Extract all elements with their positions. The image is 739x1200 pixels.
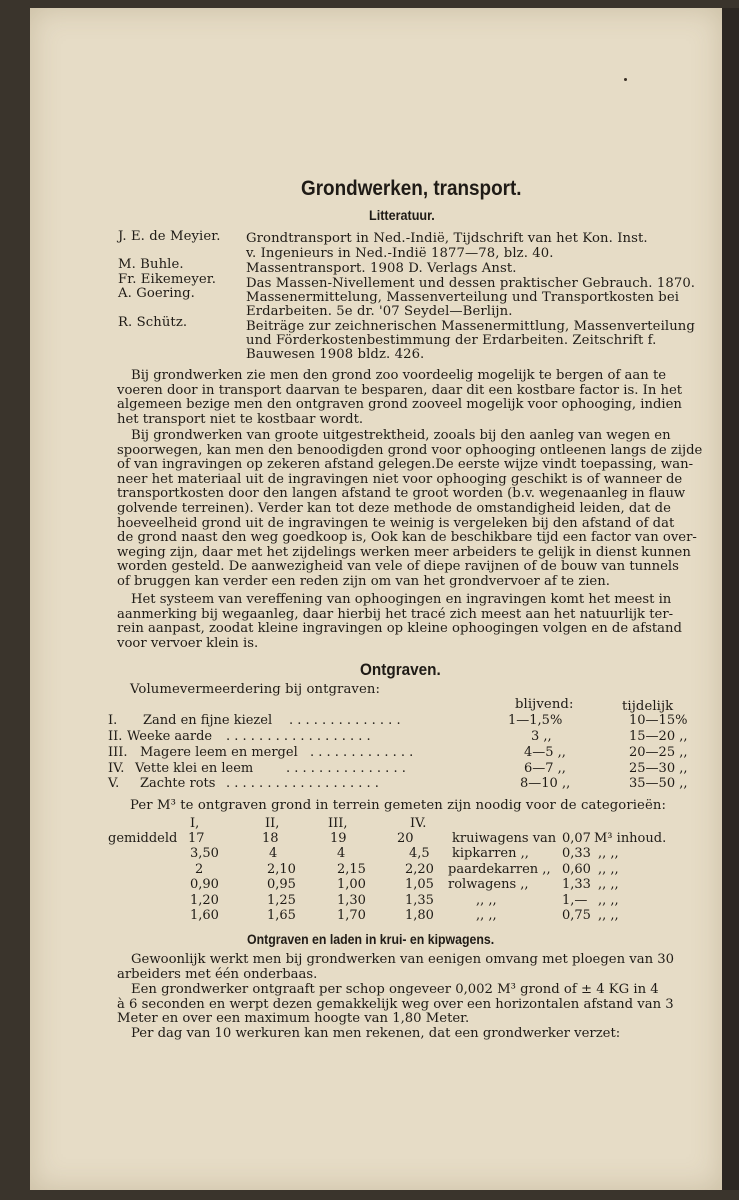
table-row [0, 893, 739, 909]
table-row [0, 846, 739, 862]
row-dots: . . . . . . . . . . . . . . . . . . [226, 729, 371, 744]
cell-i: 1,60 [190, 908, 219, 923]
cell-unit: ,, ,, [598, 877, 619, 892]
text-line: spoorwegen, kan men den benoodigden grond voor ophooging ontleenen langs de zijde [117, 442, 703, 458]
reference-text: Massentransport. 1908 D. Verlags Anst. [246, 261, 517, 276]
reference-text: v. Ingenieurs in Ned.-Indië 1877—78, blz. 40. [246, 246, 554, 261]
cell-iii: 1,70 [337, 908, 366, 923]
reference-text: Beiträge zur zeichnerischen Massenermittlung, Massenverteilung [246, 319, 695, 334]
reference-text: und Förderkostenbestimmung der Erdarbeiten. Zeitschrift f. [246, 333, 657, 348]
cell-iv: 2,20 [405, 862, 434, 877]
cell-value: 0,07 [562, 831, 591, 846]
row-num: I. [108, 713, 118, 728]
text-line: Het systeem van vereffening van ophoogingen en ingravingen komt het meest in [131, 592, 672, 607]
category-header: I, [190, 816, 200, 831]
text-line: golvende terreinen). Verder kan tot deze methode de omstandigheid leiden, dat de [117, 500, 671, 516]
reference-author: J. E. de Meyier. [118, 229, 221, 244]
category-header: IV. [410, 816, 427, 831]
cell-unit: ,, ,, [598, 908, 619, 923]
cell-value: 0,75 [562, 908, 591, 923]
text-line: aanmerking bij wegaanleg, daar hierbij het tracé zich meest aan het natuurlijk ter- [117, 606, 674, 622]
reference-author: Fr. Eikemeyer. [118, 272, 217, 287]
text-line: algemeen bezige men den ontgraven grond zooveel mogelijk voor ophooging, indien [117, 397, 682, 413]
cell-iii: 1,30 [337, 893, 366, 908]
cell-iv: 20 [397, 831, 414, 846]
cell-ii: 1,65 [267, 908, 296, 923]
table-row [0, 831, 739, 847]
row-dots: . . . . . . . . . . . . . . . [286, 761, 406, 776]
table-row [0, 776, 739, 792]
cell-ii: 18 [262, 831, 279, 846]
table-row [0, 729, 739, 745]
reference-text: Massenermittelung, Massenverteilung und Transportkosten bei [246, 290, 680, 305]
row-blijvend: 8—10 ,, [520, 776, 571, 791]
cell-ii: 2,10 [267, 862, 296, 877]
row-num: V. [108, 776, 120, 791]
cell-iv: 1,80 [405, 908, 434, 923]
row-dots: . . . . . . . . . . . . . [310, 745, 414, 760]
cell-ii: 1,25 [267, 893, 296, 908]
row-blijvend: 6—7 ,, [524, 761, 566, 776]
row-name: Weeke aarde [127, 729, 213, 744]
cell-unit: ,, ,, [598, 862, 619, 877]
row-tijdelijk: 25—30 ,, [629, 761, 688, 776]
cell-value: 0,33 [562, 846, 591, 861]
body-paragraph [117, 593, 697, 651]
text-line: Een grondwerker ontgraaft per schop ongeveer 0,002 M³ grond of ± 4 KG in 4 [131, 982, 659, 997]
body-paragraph [117, 953, 697, 982]
reference-text: Erdarbeiten. 5e dr. '07 Seydel—Berlijn. [246, 304, 513, 319]
row-tijdelijk: 10—15% [629, 713, 688, 728]
table-row [0, 745, 739, 761]
row-tijdelijk: 20—25 ,, [629, 745, 688, 760]
cell-unit: ,, ,, [598, 846, 619, 861]
cell-iii: 19 [330, 831, 347, 846]
body-paragraph [117, 369, 697, 427]
literature-heading: Litteratuur. [369, 207, 435, 223]
cell-iv: 1,35 [405, 893, 434, 908]
cell-tool: ,, ,, [476, 893, 497, 908]
cell-iv: 4,5 [409, 846, 430, 861]
table-row [0, 713, 739, 729]
text-line: worden gesteld. De aanwezigheid van vele of diepe ravijnen of de bouw van tunnels [117, 559, 679, 575]
cell-value: 1,33 [562, 877, 591, 892]
cell-i: 3,50 [190, 846, 219, 861]
reference-text: Bauwesen 1908 bldz. 426. [246, 347, 425, 362]
category-header: III, [328, 816, 348, 831]
text-line: weging zijn, daar met het zijdelings werken meer arbeiders te gelijk in dienst kunnen [117, 544, 691, 560]
section-intro: Volumevermeerdering bij ontgraven: [130, 682, 381, 697]
cell-iii: 2,15 [337, 862, 366, 877]
text-line: de grond naast den weg goedkoop is, Ook kan de beschikbare tijd een factor van over- [117, 530, 697, 546]
row-name: Zand en fijne kiezel [143, 713, 273, 728]
table-row [0, 908, 739, 924]
row-blijvend: 3 ,, [531, 729, 552, 744]
text-line: à 6 seconden en werpt dezen gemakkelijk weg over een horizontalen afstand van 3 [117, 996, 674, 1012]
reference-text: Das Massen-Nivellement und dessen praktischer Gebrauch. 1870. [246, 276, 696, 291]
text-line: rein aanpast, zoodat kleine ingravingen op kleine ophoogingen volgen en de afstand [117, 621, 682, 637]
text-line: neer het materiaal uit de ingravingen niet voor ophooging geschikt is of wanneer de [117, 471, 683, 487]
cell-unit: ,, ,, [598, 893, 619, 908]
reference-text: Grondtransport in Ned.-Indië, Tijdschrift van het Kon. Inst. [246, 231, 648, 246]
body-paragraph [117, 983, 697, 1027]
row-dots: . . . . . . . . . . . . . . [289, 713, 401, 728]
row-tijdelijk: 15—20 ,, [629, 729, 688, 744]
cell-iii: 4 [337, 846, 346, 861]
text-line: Per dag van 10 werkuren kan men rekenen, dat een grondwerker verzet: [131, 1026, 621, 1041]
reference-author: A. Goering. [118, 286, 195, 301]
column-header-tijdelijk: tijdelijk [622, 699, 674, 714]
cell-value: 1,— [562, 893, 588, 908]
text-line: Bij grondwerken van groote uitgestrektheid, zooals bij den aanleg van wegen en [131, 428, 671, 443]
table-row [0, 877, 739, 893]
text-line: het transport niet te kostbaar wordt. [117, 411, 364, 427]
text-line: Meter en over een maximum hoogte van 1,80 Meter. [117, 1011, 470, 1027]
cell-ii: 4 [269, 846, 278, 861]
text-line: hoeveelheid grond uit de ingravingen te weinig is vergeleken bij den afstand of dat [117, 515, 675, 531]
row-num: II. [108, 729, 123, 744]
row-tijdelijk: 35—50 ,, [629, 776, 688, 791]
column-header-blijvend: blijvend: [515, 697, 574, 712]
row-name: Vette klei en leem [135, 761, 254, 776]
cell-i: 1,20 [190, 893, 219, 908]
row-label: gemiddeld [108, 831, 178, 846]
body-paragraph [117, 1027, 697, 1042]
text-line: Gewoonlijk werkt men bij grondwerken van eenigen omvang met ploegen van 30 [131, 952, 675, 967]
cell-i: 17 [188, 831, 205, 846]
table-row [0, 862, 739, 878]
row-num: IV. [108, 761, 125, 776]
category-header-row [0, 816, 739, 832]
text-line: arbeiders met één onderbaas. [117, 966, 318, 982]
row-num: III. [108, 745, 128, 760]
page-edge-shadow [722, 8, 739, 1190]
reference-author: R. Schütz. [118, 315, 188, 330]
cell-ii: 0,95 [267, 877, 296, 892]
text-line: voeren door in transport daarvan te besparen, daar dit een kostbare factor is. In het [117, 382, 683, 398]
text-line: transportkosten door den langen afstand te groot worden (b.v. wegenaanleg in flauw [117, 486, 686, 502]
per-m3-text: Per M³ te ontgraven grond in terrein gemeten zijn noodig voor de categorieën: [130, 798, 666, 813]
row-blijvend: 1—1,5% [508, 713, 563, 728]
row-blijvend: 4—5 ,, [524, 745, 566, 760]
section-heading: Ontgraven. [360, 660, 441, 679]
text-line: of van ingravingen op zekeren afstand gelegen.De eerste wijze vindt toepassing, wan- [117, 457, 694, 473]
text-line: of bruggen kan verder een reden zijn om van het grondvervoer af te zien. [117, 573, 610, 589]
row-name: Zachte rots [140, 776, 216, 791]
reference-author: M. Buhle. [118, 257, 184, 272]
subsection-heading: Ontgraven en laden in krui- en kipwagens. [247, 931, 495, 947]
cell-i: 2 [195, 862, 204, 877]
cell-tool: kruiwagens van [452, 831, 557, 846]
cell-value: 0,60 [562, 862, 591, 877]
cell-tool: ,, ,, [476, 908, 497, 923]
row-name: Magere leem en mergel [140, 745, 298, 760]
category-header: II, [265, 816, 280, 831]
cell-tool: kipkarren ,, [452, 846, 529, 861]
body-paragraph [117, 428, 703, 590]
cell-iv: 1,05 [405, 877, 434, 892]
table-row [0, 761, 739, 777]
row-dots: . . . . . . . . . . . . . . . . . . . [226, 776, 379, 791]
text-line: Bij grondwerken zie men den grond zoo voordeelig mogelijk te bergen of aan te [131, 368, 667, 383]
cell-tool: paardekarren ,, [448, 862, 551, 877]
cell-iii: 1,00 [337, 877, 366, 892]
cell-i: 0,90 [190, 877, 219, 892]
text-line: voor vervoer klein is. [117, 635, 259, 651]
ink-speck [624, 78, 627, 81]
cell-tool: rolwagens ,, [448, 877, 529, 892]
page-title: Grondwerken, transport. [301, 177, 522, 200]
cell-unit: M³ inhoud. [594, 831, 667, 846]
